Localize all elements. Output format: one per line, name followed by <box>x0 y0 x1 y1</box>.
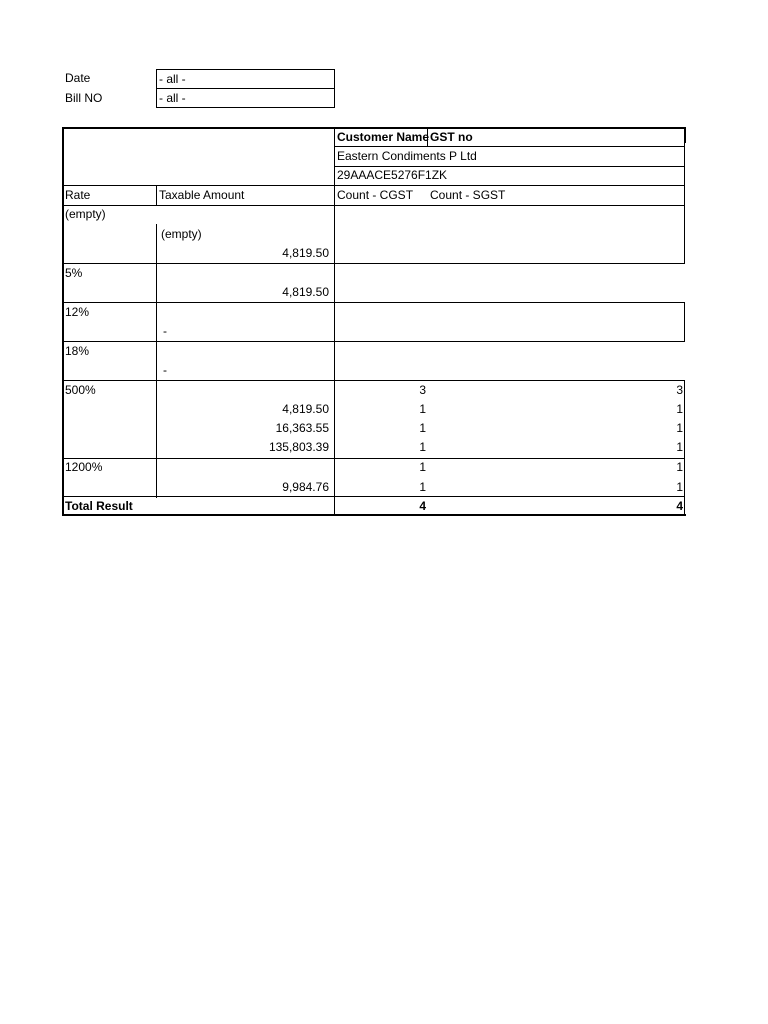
taxable-empty: (empty) <box>161 227 202 241</box>
rate-column-header[interactable]: Rate <box>65 188 91 202</box>
sgst-500-total: 3 <box>676 383 683 397</box>
sgst-1200-total: 1 <box>676 460 683 474</box>
rate-1200: 1200% <box>65 460 103 474</box>
rate-12: 12% <box>65 305 90 319</box>
amount-1200-line-1: 9,984.76 <box>282 480 329 494</box>
amount-500-line-1: 4,819.50 <box>282 402 329 416</box>
cgst-1200-total: 1 <box>419 460 426 474</box>
customer-name-header[interactable]: Customer Name <box>337 130 430 144</box>
total-cgst: 4 <box>419 499 426 513</box>
rate-empty: (empty) <box>65 207 106 221</box>
cgst-500-line-2: 1 <box>419 421 426 435</box>
count-cgst-column-header: Count - CGST <box>337 188 414 202</box>
amount-5: 4,819.50 <box>282 285 329 299</box>
amount-500-line-3: 135,803.39 <box>268 440 329 454</box>
sgst-500-line-2: 1 <box>676 421 683 435</box>
sgst-500-line-3: 1 <box>676 440 683 454</box>
cgst-500-line-1: 1 <box>419 402 426 416</box>
amount-500-line-2: 16,363.55 <box>275 421 329 435</box>
date-label: Date <box>65 71 91 85</box>
gst-no-value: 29AAACE5276F1ZK <box>337 168 448 182</box>
cgst-1200-line-1: 1 <box>419 480 426 494</box>
customer-name-value: Eastern Condiments P Ltd <box>337 149 477 163</box>
amount-empty: 4,819.50 <box>282 246 329 260</box>
rate-18: 18% <box>65 344 90 358</box>
date-filter-value: - all - <box>159 72 186 86</box>
sgst-1200-line-1: 1 <box>676 480 683 494</box>
bill-no-label: Bill NO <box>65 91 103 105</box>
rate-500: 500% <box>65 383 96 397</box>
count-sgst-column-header: Count - SGST <box>430 188 506 202</box>
bill-no-filter[interactable] <box>156 89 335 108</box>
total-sgst: 4 <box>676 499 683 513</box>
gst-no-header[interactable]: GST no <box>430 130 473 144</box>
cgst-500-total: 3 <box>419 383 426 397</box>
amount-18: - <box>163 363 167 377</box>
sgst-500-line-1: 1 <box>676 402 683 416</box>
cgst-500-line-3: 1 <box>419 440 426 454</box>
total-result-label: Total Result <box>65 499 133 513</box>
date-filter[interactable] <box>156 69 335 89</box>
taxable-amount-column-header[interactable]: Taxable Amount <box>159 188 245 202</box>
bill-no-filter-value: - all - <box>159 91 186 105</box>
amount-12: - <box>163 324 167 338</box>
rate-5: 5% <box>65 266 83 280</box>
